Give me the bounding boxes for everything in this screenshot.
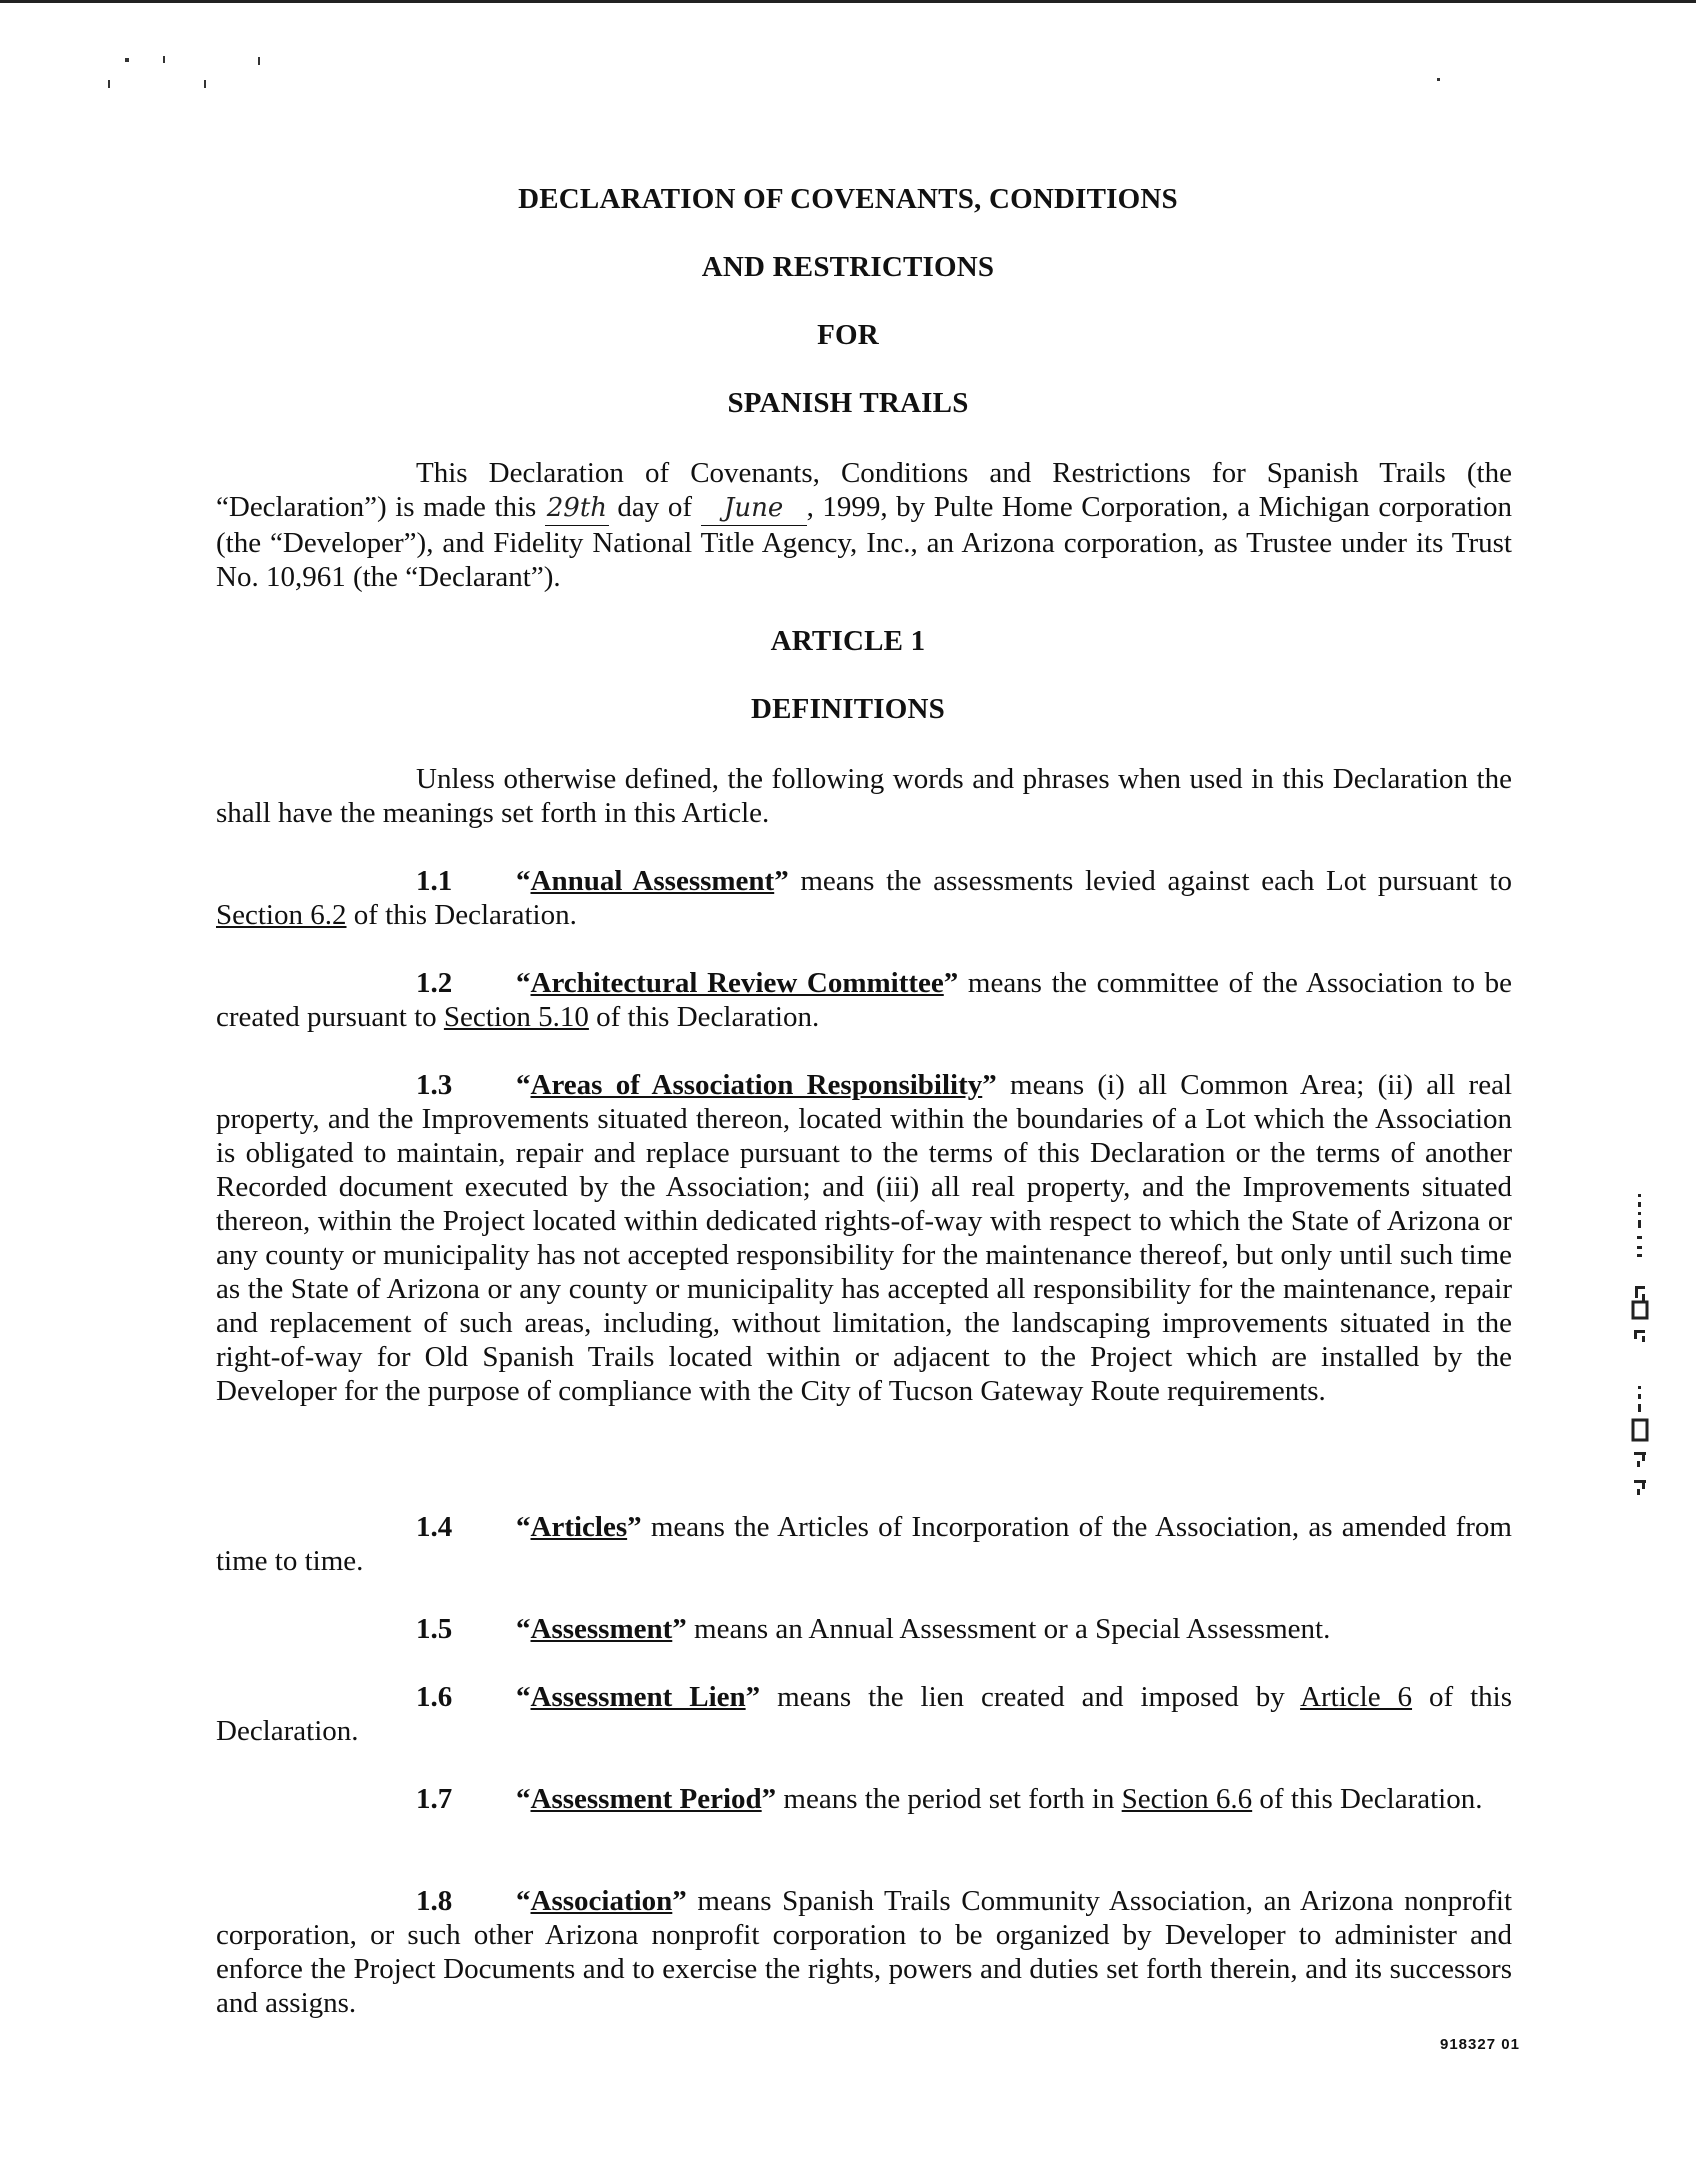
doc-title-line-3: FOR (817, 319, 879, 351)
defined-term: Annual Assessment (530, 865, 775, 897)
intro-paragraph (216, 456, 1512, 594)
day-signature: 29th (545, 491, 609, 526)
intro-part-1: This Declaration of Covenants, Conditions and Restrictions for Spanish Trails (the “Declaration”) is made this (216, 457, 1512, 523)
close-quote: ” (943, 967, 959, 999)
defined-term: Assessment (530, 1613, 673, 1645)
section-reference: Section 5.10 (443, 1001, 589, 1033)
definition-text: means Spanish Trails Community Association, an Arizona nonprofit corporation, or such other Arizona nonprofit corporation to be organized by Developer to administer and enforce the Project Documents and to exercise the rights, powers and duties set forth therein, and its successors and assigns. (216, 1885, 1512, 2019)
defined-term: Assessment Lien (530, 1681, 746, 1713)
definition-number: 1.7 (416, 1783, 453, 1815)
definition-text: means an Annual Assessment or a Special Assessment. (686, 1613, 1331, 1645)
open-quote: “ (516, 1885, 531, 1917)
definition-1-2 (216, 966, 1512, 1034)
defined-term: Articles (530, 1511, 628, 1543)
definition-number: 1.3 (416, 1069, 453, 1101)
close-quote: ” (774, 865, 789, 897)
defined-term: Association (530, 1885, 673, 1917)
definition-1-6 (216, 1680, 1512, 1748)
article-reference: Article 6 (1300, 1681, 1413, 1713)
unless-text: Unless otherwise defined, the following words and phrases when used in this Declaration the shall have the meanings set forth in this Article. (216, 763, 1512, 829)
definition-1-3 (216, 1068, 1512, 1408)
definition-text: of this Declaration. (588, 1001, 820, 1033)
open-quote: “ (516, 1613, 531, 1645)
open-quote: “ (516, 1681, 531, 1713)
definition-1-1 (216, 864, 1512, 932)
definition-text: means the assessments levied against each Lot pursuant to (788, 865, 1512, 897)
definition-1-5 (216, 1612, 1512, 1646)
scan-speck (258, 57, 260, 65)
article-subheading: DEFINITIONS (751, 693, 945, 725)
open-quote: “ (516, 1511, 531, 1543)
unless-paragraph (216, 762, 1512, 830)
definition-number: 1.4 (416, 1511, 453, 1543)
scan-speck (163, 56, 165, 63)
definition-number: 1.1 (416, 865, 453, 897)
doc-title-line-2: AND RESTRICTIONS (701, 251, 995, 283)
section-reference: Section 6.6 (1121, 1783, 1253, 1815)
document-code: 918327 01 (1440, 2036, 1520, 2053)
definition-1-7 (216, 1782, 1512, 1816)
article-heading: ARTICLE 1 (770, 625, 926, 657)
definition-text: of this Declaration. (1252, 1783, 1483, 1815)
recording-stamp (1620, 1190, 1660, 1550)
open-quote: “ (516, 1069, 531, 1101)
definition-text: means the committee of the Association to be created pursuant to (216, 967, 1512, 1033)
open-quote: “ (516, 1783, 531, 1815)
open-quote: “ (516, 967, 531, 999)
definition-number: 1.8 (416, 1885, 453, 1917)
definition-number: 1.2 (416, 967, 453, 999)
close-quote: ” (627, 1511, 642, 1543)
intro-part-2: day of (608, 491, 701, 523)
definition-number: 1.5 (416, 1613, 453, 1645)
definition-text: of this Declaration. (216, 1681, 1513, 1747)
scan-speck (125, 58, 129, 62)
definition-text: means (i) all Common Area; (ii) all real property, and the Improvements situated thereon, located within the boundaries of a Lot which the Association is obligated to maintain, repair and replace pursuant to the terms of this Declaration or the terms of another Recorded document executed by the Association; and (iii) all real property, and the Improvements situated thereon, within the Project located within dedicated rights-of-way with respect to which the State of Arizona or any county or municipality has not accepted responsibility for the maintenance thereof, but only until such time as the State of Arizona or any county or municipality has accepted all responsibility for the maintenance, repair and replacement of such areas, including, without limitation, the landscaping improvements situated in the right-of-way for Old Spanish Trails located within or adjacent to the Project which are installed by the Developer for the purpose of compliance with the City of Tucson Gateway Route requirements. (216, 1069, 1512, 1407)
month-signature: June (701, 491, 807, 526)
open-quote: “ (516, 865, 531, 897)
close-quote: ” (672, 1613, 687, 1645)
scan-speck (108, 80, 110, 88)
definition-number: 1.6 (416, 1681, 453, 1713)
intro-part-3: , 1999, by Pulte Home Corporation, a Michigan corporation (the “Developer”), and Fidelity National Title Agency, Inc., an Arizona corporation, as Trustee under its Trust No. 10,961 (the “Declarant”). (216, 491, 1512, 593)
close-quote: ” (745, 1681, 761, 1713)
close-quote: ” (672, 1885, 687, 1917)
defined-term: Architectural Review Committee (530, 967, 944, 999)
doc-title-line-4: SPANISH TRAILS (727, 387, 969, 419)
doc-title-line-1: DECLARATION OF COVENANTS, CONDITIONS (518, 183, 1178, 215)
close-quote: ” (761, 1783, 777, 1815)
scan-edge (0, 0, 1696, 3)
definition-text: means the lien created and imposed by (760, 1681, 1301, 1713)
definition-text: means the Articles of Incorporation of the Association, as amended from time to time. (216, 1511, 1512, 1577)
definition-text: means the period set forth in (776, 1783, 1122, 1815)
section-reference: Section 6.2 (216, 899, 347, 931)
scan-speck (204, 80, 206, 88)
close-quote: ” (982, 1069, 997, 1101)
defined-term: Assessment Period (530, 1783, 762, 1815)
definition-text: of this Declaration. (346, 899, 577, 931)
scan-speck (1437, 78, 1440, 81)
definition-1-4 (216, 1510, 1512, 1578)
definition-1-8 (216, 1884, 1512, 2020)
defined-term: Areas of Association Responsibility (530, 1069, 983, 1101)
